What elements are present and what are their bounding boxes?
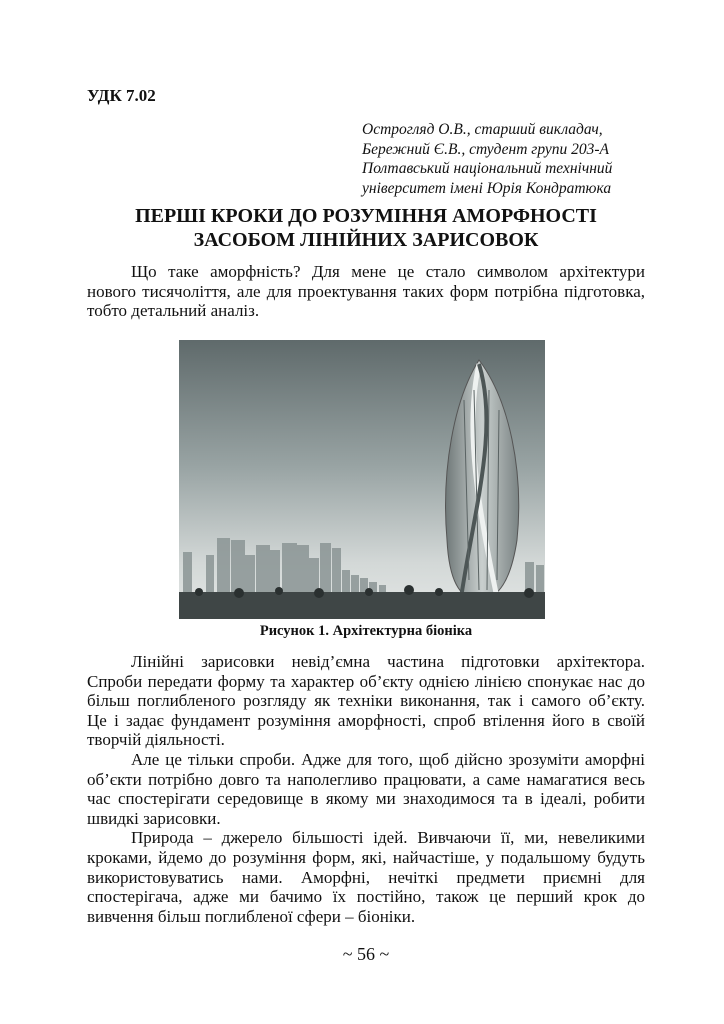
affiliation-line: Полтавський національний технічний <box>362 160 613 177</box>
text-line: Спроби передати форму та характер об’єкту однією лінією спонукає нас до <box>87 671 645 691</box>
text-line: творчій діяльності. <box>87 730 225 750</box>
author-line: Острогляд О.В., старший викладач, <box>362 121 603 138</box>
author-block <box>362 120 612 198</box>
text-line: нового тисячоліття, але для проектування таких форм потрібна підготовка, <box>87 281 645 301</box>
text-line: вивчення більш поглибленої сфери – біоніки. <box>87 906 416 926</box>
text-line: Природа – джерело більшості ідей. Вивчаючи її, ми, невеликими <box>131 828 645 848</box>
text-line: Але це тільки спроби. Адже для того, щоб дійсно зрозуміти аморфні <box>131 749 645 769</box>
text-line: спостерігача, адже ми бачимо їх постійно, також це перший крок до <box>87 887 645 907</box>
figure-caption: Рисунок 1. Архітектурна біоніка <box>259 623 473 639</box>
text-line: швидкі зарисовки. <box>87 808 221 828</box>
page-number: ~ 56 ~ <box>342 944 390 964</box>
text-line: час спостерігати середовище в якому ми знаходимося та в ідеалі, робити <box>87 789 645 809</box>
text-line: використовуватись нами. Аморфні, нечіткі предмети приємні для <box>87 867 645 887</box>
text-line: об’єкти потрібно довго та наполегливо працювати, а саме намагатися весь <box>87 769 645 789</box>
article-title <box>87 204 645 252</box>
text-line: більш поглибленого розгляду як техніки виконання, так і самого об’єкту. <box>87 691 645 711</box>
title-line: ЗАСОБОМ ЛІНІЙНИХ ЗАРИСОВОК <box>193 229 539 251</box>
body-text <box>87 652 645 926</box>
figure-architectural-bionics <box>179 340 545 619</box>
intro-paragraph <box>87 262 645 321</box>
author-line: Бережний Є.В., студент групи 203-А <box>362 140 610 158</box>
text-line: кроками, йдемо до розуміння форм, які, найчастіше, у подальшому будуть <box>87 847 645 867</box>
text-line: Це і задає фундамент розуміння аморфності, спроб втілення його в своїй <box>87 710 645 730</box>
text-line: Що таке аморфність? Для мене це стало символом архітектури <box>131 262 645 281</box>
tower-photo <box>179 340 545 619</box>
title-line: ПЕРШІ КРОКИ ДО РОЗУМІННЯ АМОРФНОСТІ <box>135 205 597 227</box>
udc-code: УДК 7.02 <box>87 86 156 105</box>
affiliation-line: університет імені Юрія Кондратюка <box>362 179 612 197</box>
text-line: тобто детальний аналіз. <box>87 301 260 321</box>
text-line: Лінійні зарисовки невід’ємна частина підготовки архітектора. <box>131 652 645 671</box>
